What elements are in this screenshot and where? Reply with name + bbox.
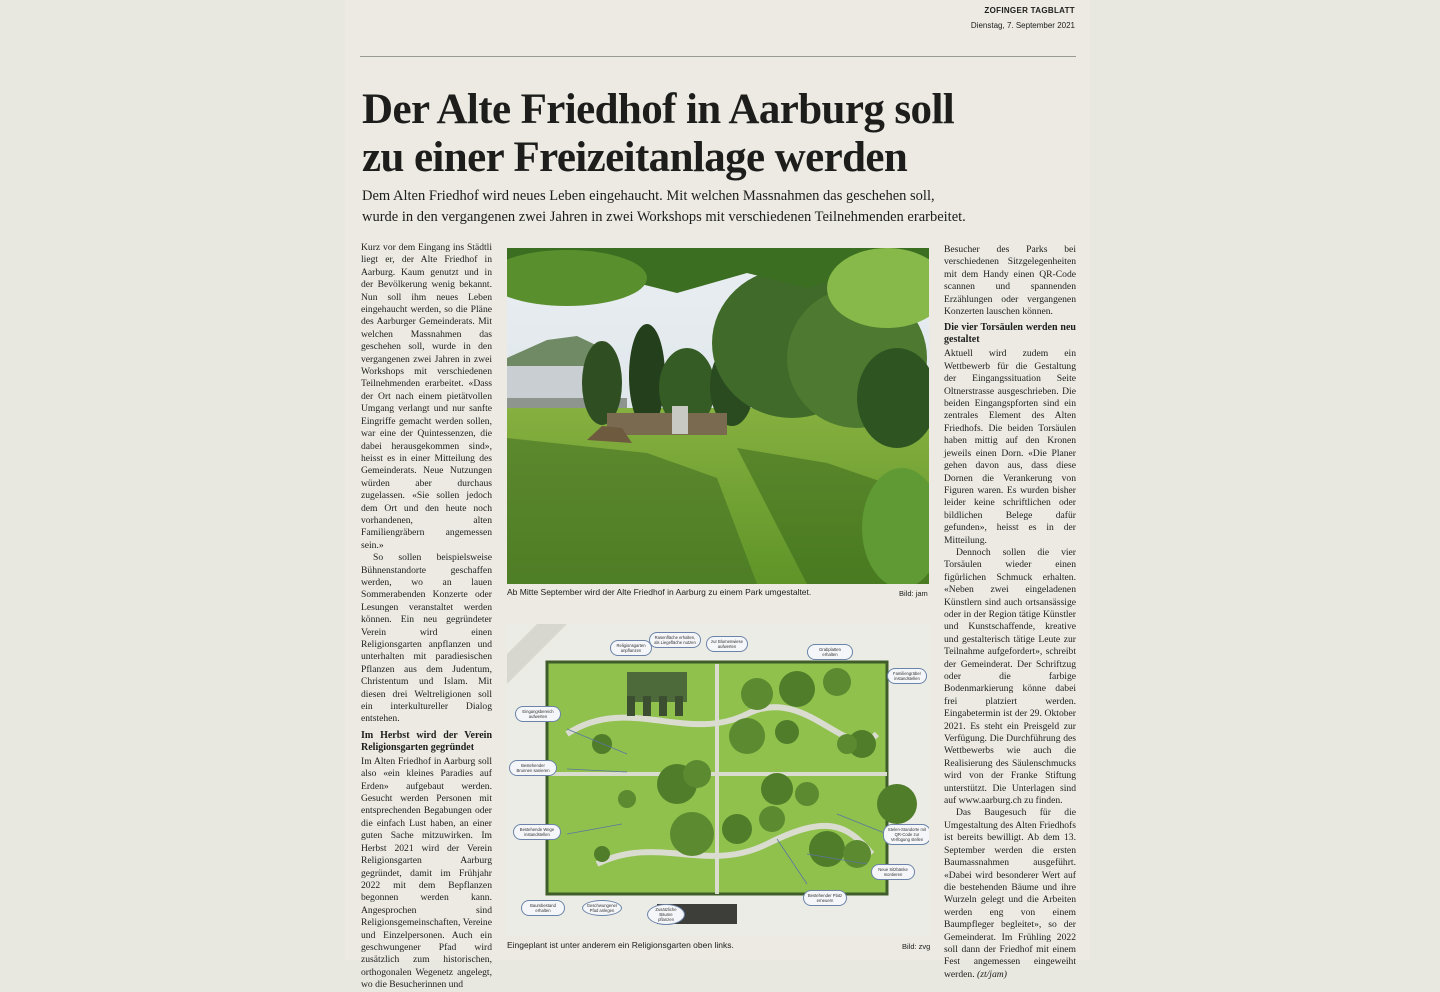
site-plan-map: [507, 624, 929, 936]
lead-line-1: Dem Alten Friedhof wird neues Leben eingehaucht. Mit welchen Massnahmen das geschehen soll,: [362, 188, 935, 204]
plan-label-eingangsbereich: Eingangsbereich aufwerten: [515, 706, 561, 722]
park-photo-image: [507, 248, 929, 584]
col3-paragraph-1: Besucher des Parks bei verschiedenen Sitzgelegenheiten mit dem Handy einen QR-Code scannen und spannenden Erzählungen oder vergangenen Konzerten lauschen können.: [944, 244, 1076, 318]
headline-line-2: zu einer Freizeitanlage werden: [362, 134, 908, 181]
site-plan: [507, 624, 929, 936]
col1-paragraph-2: So sollen beispielsweise Bühnenstandorte geschaffen werden, wo an lauen Sommerabenden Konzerte oder Lesungen veranstaltet werden können. Ein neu gegründeter Verein wird einen Religionsgarten anpflanzen und unterhalten mit paradiesischen Pflanzen aus dem Judentum, Christentum und Islam. Mit diesen drei Weltreligionen soll ein interkultureller Dialog entstehen.: [361, 552, 492, 725]
headline: [362, 86, 1082, 182]
header-rule: [360, 56, 1076, 57]
plan-label-religionsgarten: Religionsgarten anpflanzen: [610, 640, 652, 656]
lead-paragraph: [362, 186, 1082, 228]
photo-caption: Ab Mitte September wird der Alte Friedhof in Aarburg zu einem Park umgestaltet.: [507, 587, 812, 597]
col3-subheading: Die vier Torsäulen werden neu gestaltet: [944, 322, 1076, 346]
plan-caption: Eingeplant ist unter anderem ein Religionsgarten oben links.: [507, 940, 734, 950]
plan-credit: Bild: zvg: [902, 942, 931, 951]
issue-date: Dienstag, 7. September 2021: [970, 21, 1075, 30]
plan-label-stelen: Stelen-Standorte mit QR-Code zur Verfügung stellen: [883, 824, 929, 845]
article-column-1: [361, 242, 492, 992]
plan-label-pfad: Geschwungener Pfad anlegen: [582, 900, 622, 916]
col1-subheading: Im Herbst wird der Verein Religionsgarten gegründet: [361, 729, 492, 753]
plan-label-grabplatten: Grabplatten erhalten: [807, 644, 853, 660]
col1-paragraph-1: Kurz vor dem Eingang ins Städtli liegt er, der Alte Friedhof in Aarburg. Kaum genutzt und in der Bevölkerung wenig bekannt. Nun soll ihm neues Leben eingehaucht werden, so die Pläne des Aarburger Gemeinderats. Mit welchen Massnahmen das geschehen soll, wurde in den vergangenen zwei Jahren in zwei Workshops mit verschiedenen Teilnehmenden erarbeitet. «Dass der Ort nach einem pietätvollen Umgang verlangt und nur sanfte Eingriffe gemacht werden sollen, war eine der Quintessenzen, die dabei herausgekommen sind», heisst es in einer Mitteilung des Gemeinderats. Neue Nutzungen würden aber durchaus zugelassen. «Sie sollen jedoch dem Ort und den heute noch vorhandenen, alten Familiengräbern angemessen sein.»: [361, 242, 492, 551]
col3-paragraph-4: Das Baugesuch für die Umgestaltung des Alten Friedhofs ist bereits bewilligt. Ab dem 13. September werden die ersten Baumassnahmen ausgeführt. «Dabei wird besonderer Wert auf die bestehenden Bäume und ihre Wurzeln gelegt und die Arbeiten werden eng von einem Baumpfleger begleitet», so der Gemeinderat. Im Frühling 2022 soll dann der Friedhof mit einem Fest angemessen eingeweiht werden.: [944, 807, 1076, 980]
author-sign: (zt/jam): [977, 968, 1007, 980]
plan-label-wege: Bestehende Wege instandstellen: [513, 824, 561, 840]
col3-paragraph-2: Aktuell wird zudem ein Wettbewerb für die Gestaltung der Eingangssituation Seite Oltnerstrasse ausgeschrieben. Die beiden Eingangspforten sind ein zentrales Element des Alten Friedhofs. Die beiden Torsäulen haben mittig auf den Kronen jeweils einen Dorn. «Die Planer gehen davon aus, dass diese Dornen die Verankerung von Figuren waren. Es wurden bisher leider keine schriftlichen oder bildlichen Belege dafür gefunden», heisst es in der Mitteilung.: [944, 348, 1076, 546]
plan-label-rasenflaeche: Rasenfläche erhalten, als Liegefläche nutzen: [649, 632, 701, 648]
article-column-3: [944, 244, 1076, 981]
col1-paragraph-3: Im Alten Friedhof in Aarburg soll also «ein kleines Paradies auf Erden» aufgebaut werden. Gesucht werden Personen mit entsprechenden Begabungen oder die einfach Lust haben, an einer guten Sache mitzuwirken. Im Herbst 2021 wird der Verein Religionsgarten Aarburg gegründet, damit im Frühjahr 2022 mit dem Bepflanzen begonnen werden kann. Angesprochen sind Religionsgemeinschaften, Vereine und Einzelpersonen. Auch ein geschwungener Pfad wird zusätzlich zum historischen, orthogonalen Wegenetz angelegt, wo die Besucherinnen und: [361, 755, 492, 991]
plan-label-familiengraeber: Familiengräber instandstellen: [887, 668, 927, 684]
plan-label-platz: Bestehender Platz erneuern: [803, 890, 847, 906]
plan-label-brunnen: Bestehender Brunnen sanieren: [509, 760, 557, 776]
col3-paragraph-3: Dennoch sollen die vier Torsäulen wieder einen figürlichen Schmuck erhalten. «Neben zwei eingeladenen Künstlern sind auch ortsansässige oder in der Region tätige Künstler und Kunstschaffende, kreative und gestalterisch tätige Leute zur Teilnahme aufgefordert», schreibt der Gemeinderat. Der Schriftzug oder die farbige Bodenmarkierung könne dabei frei platziert werden. Eingabetermin ist der 29. Oktober 2021. Es steht ein Preisgeld zur Verfügung. Die Durchführung des Wettbewerbs wie auch die Realisierung des Säulenschmucks wird von der Franke Stiftung unterstützt. Die Unterlagen sind auf www.aarburg.ch zu finden.: [944, 546, 1076, 807]
cemetery-photo: [507, 248, 929, 584]
plan-label-blumenwiese: zur Blumenwiese aufwerten: [706, 636, 748, 652]
paper-name: ZOFINGER TAGBLATT: [984, 6, 1075, 15]
headline-line-1: Der Alte Friedhof in Aarburg soll: [362, 86, 955, 133]
lead-line-2: wurde in den vergangenen zwei Jahren in zwei Workshops mit verschiedenen Teilnehmenden erarbeitet.: [362, 209, 966, 225]
plan-label-baumbestand: Baumbestand erhalten: [521, 900, 565, 916]
plan-label-baeume: Zusätzliche Bäume pflanzen: [647, 904, 685, 925]
plan-label-sitzbaenke: Neue Sitzbänke montieren: [871, 864, 915, 880]
photo-credit: Bild: jam: [899, 589, 928, 598]
